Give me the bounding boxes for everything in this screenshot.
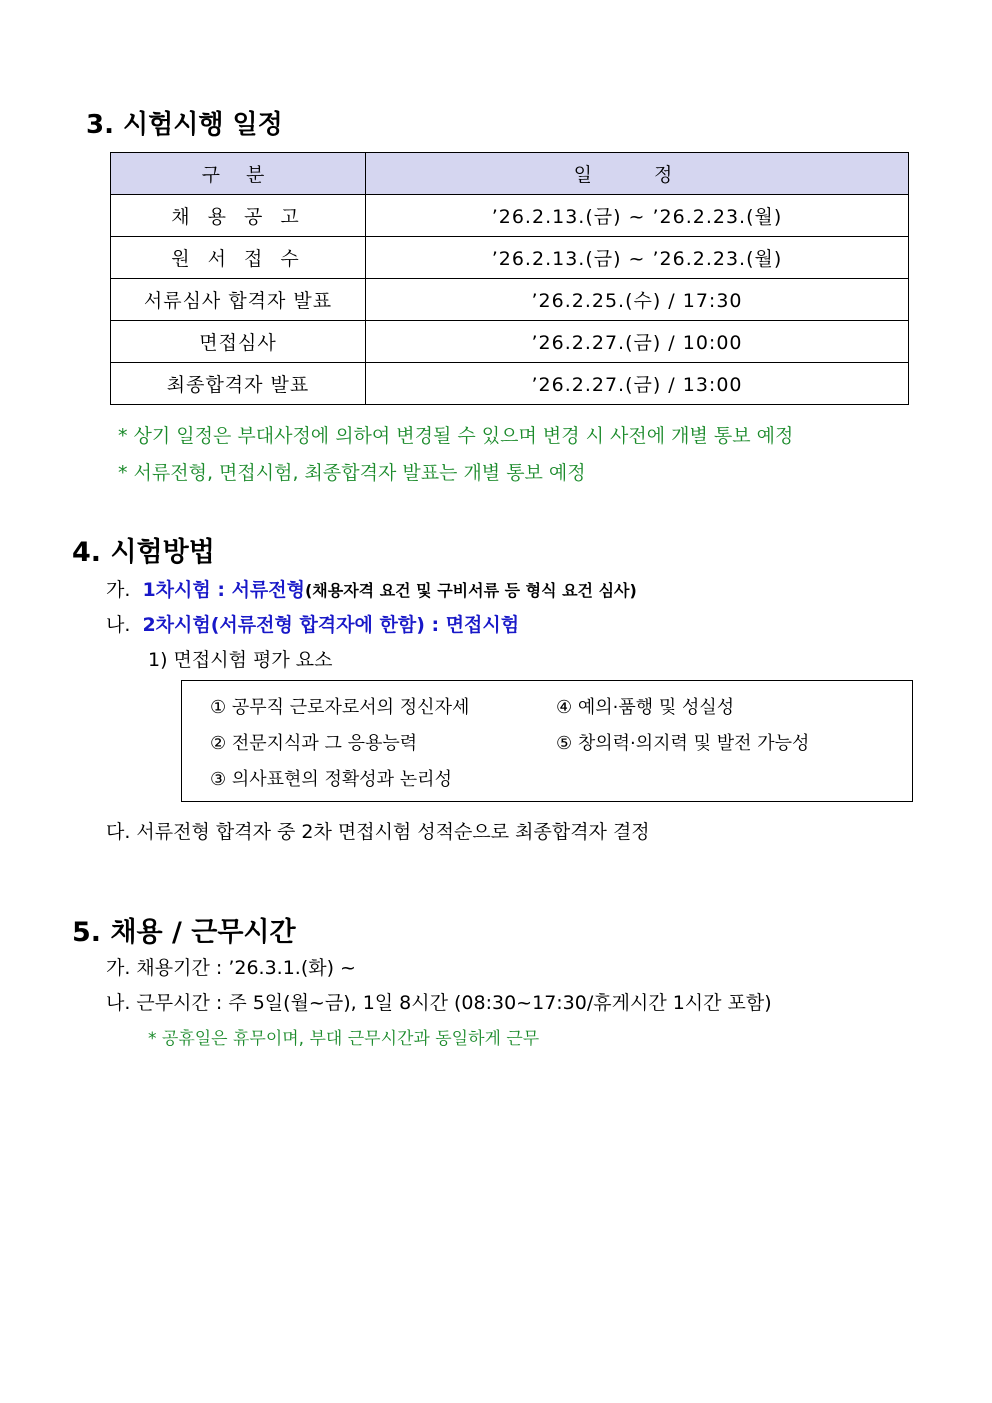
table-row (111, 321, 909, 363)
row-value: ’26.2.27.(금) / 13:00 (366, 363, 909, 405)
interview-factors-box (181, 680, 913, 802)
row-label: 원 서 접 수 (111, 237, 366, 279)
working-hours: 나. 근무시간 : 주 5일(월~금), 1일 8시간 (08:30~17:30/휴게시간 1시간 포함) (106, 992, 772, 1014)
schedule-note-1: * 상기 일정은 부대사정에 의하여 변경될 수 있으며 변경 시 사전에 개별 통보 예정 (118, 425, 794, 447)
holiday-note: * 공휴일은 휴무이며, 부대 근무시간과 동일하게 근무 (148, 1029, 540, 1049)
section3-title: 3. 시험시행 일정 (86, 110, 283, 140)
table-row (111, 237, 909, 279)
schedule-note-2: * 서류전형, 면접시험, 최종합격자 발표는 개별 통보 예정 (118, 462, 586, 484)
schedule-table (110, 152, 909, 405)
row-label: 서류심사 합격자 발표 (111, 279, 366, 321)
section4-title: 4. 시험방법 (72, 537, 215, 568)
method-ga-prefix: 가. (106, 579, 131, 601)
table-header-row (111, 153, 909, 195)
row-value: ’26.2.13.(금) ~ ’26.2.23.(월) (366, 237, 909, 279)
row-label: 면접심사 (111, 321, 366, 363)
factor-4: ④ 예의·품행 및 성실성 (556, 697, 735, 718)
row-label: 채 용 공 고 (111, 195, 366, 237)
method-na (106, 610, 519, 637)
row-label: 최종합격자 발표 (111, 363, 366, 405)
header-category: 구 분 (111, 153, 366, 195)
method-ga-main: 1차시험 : 서류전형 (142, 579, 305, 601)
row-value: ’26.2.25.(수) / 17:30 (366, 279, 909, 321)
row-value: ’26.2.13.(금) ~ ’26.2.23.(월) (366, 195, 909, 237)
row-value: ’26.2.27.(금) / 10:00 (366, 321, 909, 363)
factor-5: ⑤ 창의력·의지력 및 발전 가능성 (556, 733, 810, 754)
method-na-prefix: 나. (106, 614, 131, 636)
header-schedule: 일 정 (366, 153, 909, 195)
section5-title: 5. 채용 / 근무시간 (72, 917, 296, 948)
method-da: 다. 서류전형 합격자 중 2차 면접시험 성적순으로 최종합격자 결정 (106, 821, 650, 843)
table-row (111, 363, 909, 405)
table-row (111, 195, 909, 237)
employment-period: 가. 채용기간 : ’26.3.1.(화) ~ (106, 957, 356, 979)
method-ga (106, 575, 637, 602)
method-ga-sub: (채용자격 요건 및 구비서류 등 형식 요건 심사) (304, 581, 637, 600)
method-na-main: 2차시험(서류전형 합격자에 한함) : 면접시험 (142, 614, 520, 636)
factor-3: ③ 의사표현의 정확성과 논리성 (210, 769, 452, 790)
factor-1: ① 공무직 근로자로서의 정신자세 (210, 697, 470, 718)
interview-factors-heading: 1) 면접시험 평가 요소 (148, 649, 333, 671)
factor-2: ② 전문지식과 그 응용능력 (210, 733, 418, 754)
table-row (111, 279, 909, 321)
